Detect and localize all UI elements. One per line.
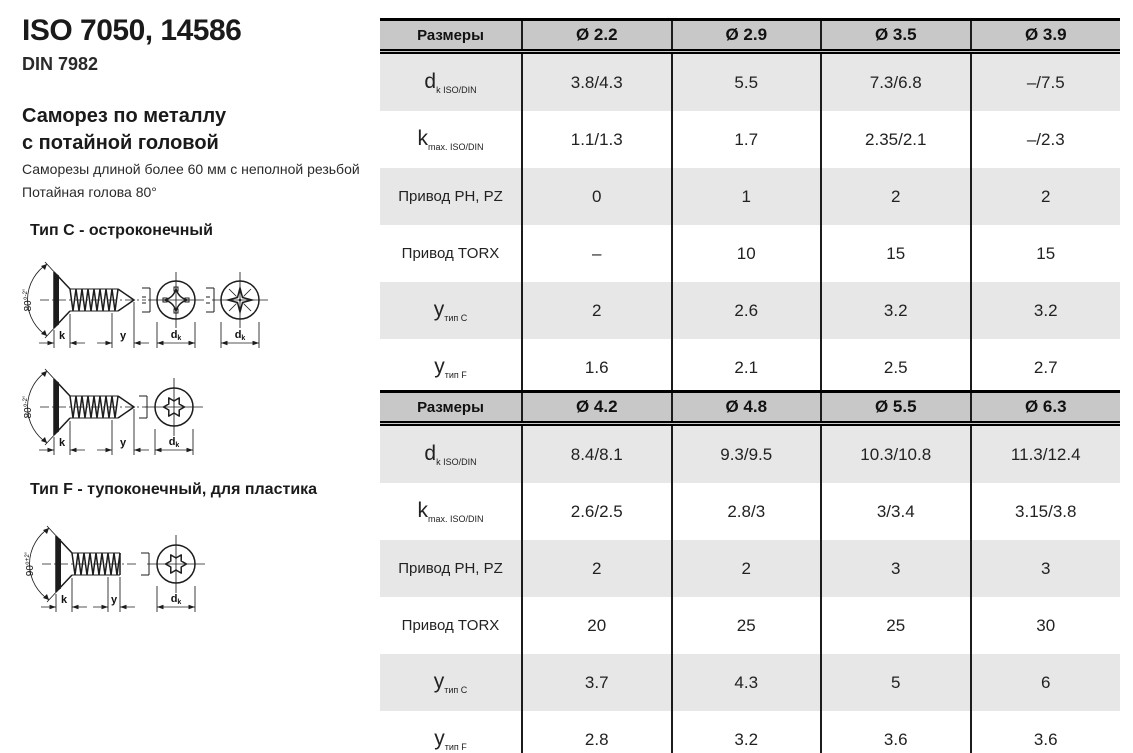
row-label: Привод TORX (380, 225, 522, 282)
value-cell: 1 (672, 168, 822, 225)
value-cell: 20 (522, 597, 672, 654)
value-cell: 1.7 (672, 111, 822, 168)
table-row-kmax (380, 483, 1120, 540)
value-cell: 9.3/9.5 (672, 424, 822, 484)
header-cell-diameter: Ø 3.5 (821, 20, 971, 52)
value-cell: 1.6 (522, 339, 672, 396)
value-cell: 3.2 (672, 711, 822, 753)
header-cell-diameter: Ø 2.2 (522, 20, 672, 52)
value-cell: 2 (522, 540, 672, 597)
value-cell: 15 (821, 225, 971, 282)
value-cell: 2.6 (672, 282, 822, 339)
value-cell: 2.8 (522, 711, 672, 753)
value-cell: 3.8/4.3 (522, 52, 672, 112)
value-cell: 0 (522, 168, 672, 225)
row-label: Привод TORX (380, 597, 522, 654)
header-cell-diameter: Ø 3.9 (971, 20, 1121, 52)
note-line-1: Саморезы длиной более 60 мм с неполной резьбой (22, 161, 360, 177)
table-header-row (380, 392, 1120, 424)
drawing-type-c-ph-pz (14, 248, 314, 353)
table-row-dk (380, 52, 1120, 112)
value-cell: 2.8/3 (672, 483, 822, 540)
table-header-row (380, 20, 1120, 52)
value-cell: 2 (971, 168, 1121, 225)
table-row-drive-ph-pz (380, 168, 1120, 225)
table-row-y-type-c (380, 282, 1120, 339)
row-label: Привод PH, PZ (380, 540, 522, 597)
value-cell: 15 (971, 225, 1121, 282)
value-cell: 2.7 (971, 339, 1121, 396)
value-cell: 2 (522, 282, 672, 339)
value-cell: 3.6 (971, 711, 1121, 753)
header-cell-diameter: Ø 4.8 (672, 392, 822, 424)
value-cell: 3/3.4 (821, 483, 971, 540)
value-cell: 3 (821, 540, 971, 597)
product-name (22, 103, 226, 157)
value-cell: 30 (971, 597, 1121, 654)
value-cell: 2.6/2.5 (522, 483, 672, 540)
section-heading-type-f: Тип F - тупоконечный, для пластика (30, 481, 318, 498)
value-cell: 5 (821, 654, 971, 711)
row-label: $d_{k ISO/DIN}$ (380, 424, 522, 484)
table-row-dk (380, 424, 1120, 484)
value-cell: 3.7 (522, 654, 672, 711)
product-notes (22, 158, 360, 204)
row-label: Привод PH, PZ (380, 168, 522, 225)
value-cell: 2 (672, 540, 822, 597)
table-row-drive-torx (380, 597, 1120, 654)
spec-table-large-diameters (380, 390, 1120, 753)
spec-table-small-diameters (380, 18, 1120, 396)
row-label: $y_{тип C}$ (380, 282, 522, 339)
value-cell: 3.2 (821, 282, 971, 339)
value-cell: 7.3/6.8 (821, 52, 971, 112)
value-cell: 6 (971, 654, 1121, 711)
value-cell: 2.35/2.1 (821, 111, 971, 168)
product-name-line-2: с потайной головой (22, 132, 219, 154)
value-cell: 3.6 (821, 711, 971, 753)
value-cell: 10 (672, 225, 822, 282)
row-label: $k_{max. ISO/DIN}$ (380, 111, 522, 168)
value-cell: 2.1 (672, 339, 822, 396)
angle-label-90: 90°$^{+2^\circ}$ (25, 551, 36, 577)
angle-label-80: 80°$^{-2^\circ}$ (23, 395, 34, 419)
value-cell: 25 (672, 597, 822, 654)
header-cell-sizes: Размеры (380, 392, 522, 424)
product-name-line-1: Саморез по металлу (22, 105, 227, 127)
row-label: $d_{k ISO/DIN}$ (380, 52, 522, 112)
header-cell-diameter: Ø 5.5 (821, 392, 971, 424)
row-label: $y_{тип F}$ (380, 339, 522, 396)
page-title: ISO 7050, 14586 (22, 14, 242, 47)
header-cell-diameter: Ø 2.9 (672, 20, 822, 52)
value-cell: 2.5 (821, 339, 971, 396)
standard-subtitle: DIN 7982 (22, 54, 99, 74)
table-row-kmax (380, 111, 1120, 168)
value-cell: 2 (821, 168, 971, 225)
table-row-drive-torx (380, 225, 1120, 282)
row-label: $y_{тип C}$ (380, 654, 522, 711)
note-line-2: Потайная голова 80° (22, 184, 157, 200)
header-cell-sizes: Размеры (380, 20, 522, 52)
value-cell: 25 (821, 597, 971, 654)
value-cell: 5.5 (672, 52, 822, 112)
drawing-type-c-torx (14, 362, 264, 462)
section-heading-type-c: Тип C - остроконечный (30, 222, 213, 239)
table-row-y-type-f (380, 711, 1120, 753)
value-cell: 3.2 (971, 282, 1121, 339)
value-cell: 4.3 (672, 654, 822, 711)
row-label: $k_{max. ISO/DIN}$ (380, 483, 522, 540)
row-label: $y_{тип F}$ (380, 711, 522, 753)
drawing-type-f-torx (14, 512, 264, 617)
header-cell-diameter: Ø 4.2 (522, 392, 672, 424)
angle-label-80: 80°$^{-2^\circ}$ (23, 288, 34, 312)
header-cell-diameter: Ø 6.3 (971, 392, 1121, 424)
value-cell: –/2.3 (971, 111, 1121, 168)
value-cell: –/7.5 (971, 52, 1121, 112)
table-row-y-type-f (380, 339, 1120, 396)
value-cell: 1.1/1.3 (522, 111, 672, 168)
value-cell: 11.3/12.4 (971, 424, 1121, 484)
table-row-drive-ph-pz (380, 540, 1120, 597)
value-cell: 3 (971, 540, 1121, 597)
table-row-y-type-c (380, 654, 1120, 711)
value-cell: 3.15/3.8 (971, 483, 1121, 540)
value-cell: 8.4/8.1 (522, 424, 672, 484)
value-cell: – (522, 225, 672, 282)
value-cell: 10.3/10.8 (821, 424, 971, 484)
